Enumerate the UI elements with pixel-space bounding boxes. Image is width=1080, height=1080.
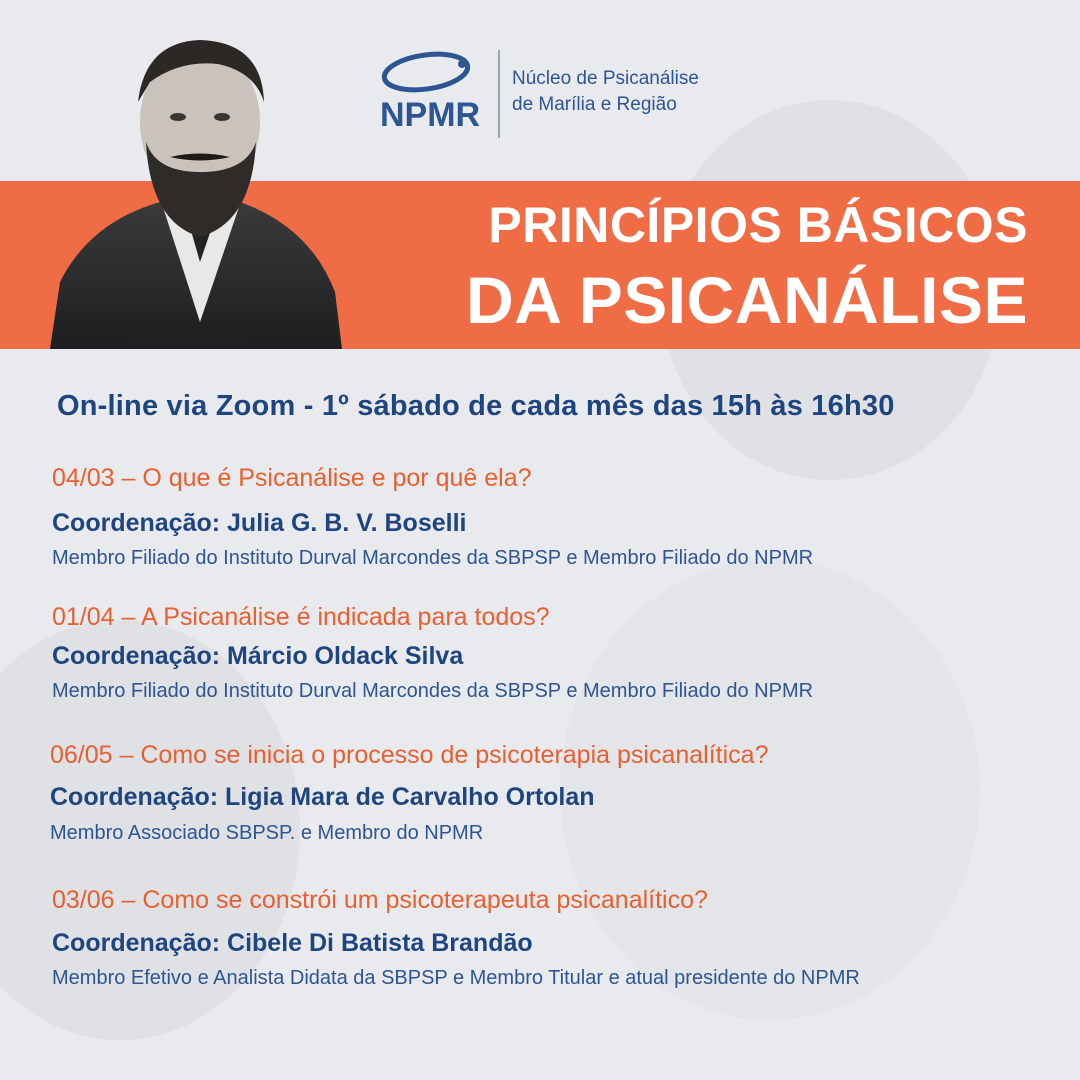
schedule-subtitle: On-line via Zoom - 1º sábado de cada mês das 15h às 16h30 — [57, 390, 895, 422]
session-heading: 01/04 – A Psicanálise é indicada para todos? — [52, 603, 550, 631]
session-description: Membro Filiado do Instituto Durval Marcondes da SBPSP e Membro Filiado do NPMR — [52, 547, 814, 569]
portrait-photo — [50, 22, 342, 349]
session-coordinator: Coordenação: Cibele Di Batista Brandão — [52, 929, 533, 957]
title-line1: PRINCÍPIOS BÁSICOS — [488, 197, 1028, 253]
session-coordinator: Coordenação: Ligia Mara de Carvalho Ortolan — [50, 783, 595, 811]
logo-name-line1: Núcleo de Psicanálise — [512, 68, 699, 89]
title-line2: DA PSICANÁLISE — [466, 263, 1028, 337]
logo-name — [512, 66, 699, 118]
npmr-logo-mark — [378, 46, 488, 136]
session-description: Membro Associado SBPSP. e Membro do NPMR — [50, 822, 484, 844]
session-description: Membro Filiado do Instituto Durval Marcondes da SBPSP e Membro Filiado do NPMR — [52, 680, 814, 702]
session-heading: 03/06 – Como se constrói um psicoterapeuta psicanalítico? — [52, 886, 708, 914]
session-heading: 06/05 – Como se inicia o processo de psicoterapia psicanalítica? — [50, 741, 769, 769]
session-heading: 04/03 – O que é Psicanálise e por quê ela? — [52, 464, 532, 492]
logo-divider — [498, 50, 500, 138]
logo-acronym: NPMR — [380, 96, 481, 134]
session-coordinator: Coordenação: Márcio Oldack Silva — [52, 642, 464, 670]
session-description: Membro Efetivo e Analista Didata da SBPSP e Membro Titular e atual presidente do NPMR — [52, 967, 860, 989]
npmr-logo — [378, 46, 708, 142]
logo-name-line2: de Marília e Região — [512, 94, 677, 115]
background-decoration — [560, 560, 980, 1020]
session-coordinator: Coordenação: Julia G. B. V. Boselli — [52, 509, 467, 537]
